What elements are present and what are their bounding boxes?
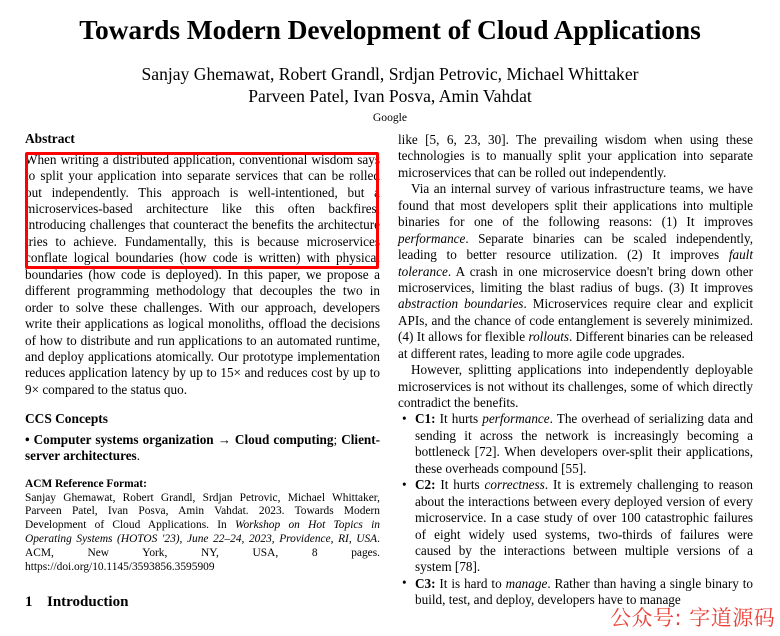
challenge-label: C1:	[415, 411, 436, 427]
para2-italic-performance: performance	[398, 230, 466, 246]
challenge-text-a: It is hard to	[435, 575, 506, 591]
abstract-paragraph	[25, 152, 380, 399]
acm-ref-doi: . ACM, New York, NY, USA, 8 pages. https://doi.org/10.1145/3593856.3595909	[25, 532, 380, 573]
ccs-separator: ;	[333, 432, 338, 448]
list-item	[398, 411, 753, 477]
watermark-text: 公众号: 字道源码	[610, 606, 776, 630]
challenge-text-a: It hurts	[435, 477, 485, 493]
para2-segment-d: . Microservices require clear and explicit APIs, and the chance of code entanglement is severely minimized. (4) It allows for flexible	[398, 296, 754, 345]
bullet-icon: •	[402, 575, 407, 591]
ccs-period: .	[136, 448, 140, 464]
challenge-italic: manage	[505, 575, 548, 591]
ccs-arrow-icon: →	[217, 432, 231, 448]
ccs-subtopic: Client-server architectures	[25, 432, 381, 464]
ccs-bullet-text: • Computer systems organization	[25, 432, 214, 448]
challenge-italic: performance	[482, 411, 550, 427]
author-list	[60, 63, 720, 108]
right-paragraph-1: like [5, 6, 23, 30]. The prevailing wisdom when using these technologies is to manually split your application into separate microservices that can be rolled out independently.	[398, 132, 753, 180]
list-item	[398, 477, 753, 576]
abstract-remaining-text: is because microservices conflate logical boundaries (how code is written) with physical boundaries (how code is deployed). In this paper, we propose a different programming methodology that decouples the two in order to solve these challenges. With our approach, developers write their applications as logical monoliths, offload the decisions of how to distribute and run applications to an automated runtime, and deploy applications atomically. Our prototype implementation reduces application latency by up to 15× and reduces cost by up to 9× compared to the status quo.	[25, 233, 380, 397]
para2-italic-rollouts: rollouts	[528, 329, 569, 345]
challenge-text-b: . Rather than having a single binary to build, test, and deploy, developers have to manage	[415, 575, 753, 608]
challenge-text-b: . It is extremely challenging to reason about the interactions between every deployed version of every microservice. In a case study of over 100 catastrophic failures of eight widely used systems, two-thirds of failures were caused by the interactions between multiple versions of a system [78].	[415, 477, 753, 575]
paper-title: Towards Modern Development of Cloud Applications	[79, 14, 701, 45]
introduction-title: Introduction	[47, 594, 129, 611]
acm-reference-label: ACM Reference Format:	[25, 477, 147, 490]
challenge-text-a: It hurts	[435, 411, 483, 427]
right-column	[398, 132, 753, 609]
introduction-heading	[25, 594, 380, 611]
affiliation: Google	[372, 110, 408, 124]
para2-italic-abstraction-boundaries: abstraction boundaries	[398, 296, 524, 312]
right-paragraph-3: However, splitting applications into independently deployable microservices is not without its challenges, some of which directly contradict the benefits.	[398, 362, 753, 410]
bullet-icon: •	[402, 410, 407, 426]
para2-segment-a: Via an internal survey of various infrastructure teams, we have found that most developers split their applications into multiple binaries for one of the following reasons: (1) It improves	[398, 181, 753, 230]
challenges-list	[398, 411, 753, 608]
abstract-highlighted-text: When writing a distributed application, conventional wisdom says to split your application into separate services that can be rolled out independently. This approach is well-intentioned, but a microservices-based architecture like this often backfires, introducing challenges that counteract the benefits the architecture tries to achieve. Fundamentally, this	[25, 151, 380, 249]
para2-segment-e: . Different binaries can be released at different rates, leading to more agile code upgrades.	[398, 329, 753, 361]
bullet-icon: •	[402, 476, 407, 492]
abstract-heading: Abstract	[25, 131, 75, 146]
para2-segment-c: . A crash in one microservice doesn't bring down other microservices, limiting the blast radius of bugs. (3) It improves	[398, 263, 753, 295]
para2-italic-fault-tolerance: fault tolerance	[398, 247, 753, 279]
acm-ref-venue: Workshop on Hot Topics in Operating Systems (HOTOS '23), June 22–24, 2023, Providence, RI, USA	[25, 519, 380, 545]
challenge-text-b: . The overhead of serializing data and sending it across the network is increasingly becoming a bottleneck [72]. When developers over-split their applications, these overheads compound [55].	[415, 411, 753, 476]
acm-ref-authors: Sanjay Ghemawat, Robert Grandl, Srdjan Petrovic, Michael Whittaker, Parveen Patel, Ivan Posva, Amin Vahdat. 2023. Towards Modern Development of Cloud Applications. In	[25, 491, 380, 532]
authors-line-1: Sanjay Ghemawat, Robert Grandl, Srdjan Petrovic, Michael Whittaker	[141, 63, 639, 84]
challenge-label: C3:	[415, 575, 436, 591]
para2-segment-b: . Separate binaries can be scaled independently, leading to better resource utilization. (2) It improves	[398, 230, 753, 263]
list-item	[398, 576, 753, 609]
acm-reference-citation	[25, 492, 380, 575]
left-column	[25, 132, 380, 616]
right-paragraph-2	[398, 181, 753, 362]
ccs-topic: Cloud computing	[234, 432, 334, 448]
ccs-concepts-entry	[25, 432, 380, 465]
authors-line-2: Parveen Patel, Ivan Posva, Amin Vahdat	[248, 86, 532, 107]
ccs-concepts-heading: CCS Concepts	[25, 411, 108, 427]
challenge-label: C2:	[415, 477, 436, 493]
challenge-italic: correctness	[484, 477, 545, 493]
introduction-number: 1	[25, 594, 33, 611]
